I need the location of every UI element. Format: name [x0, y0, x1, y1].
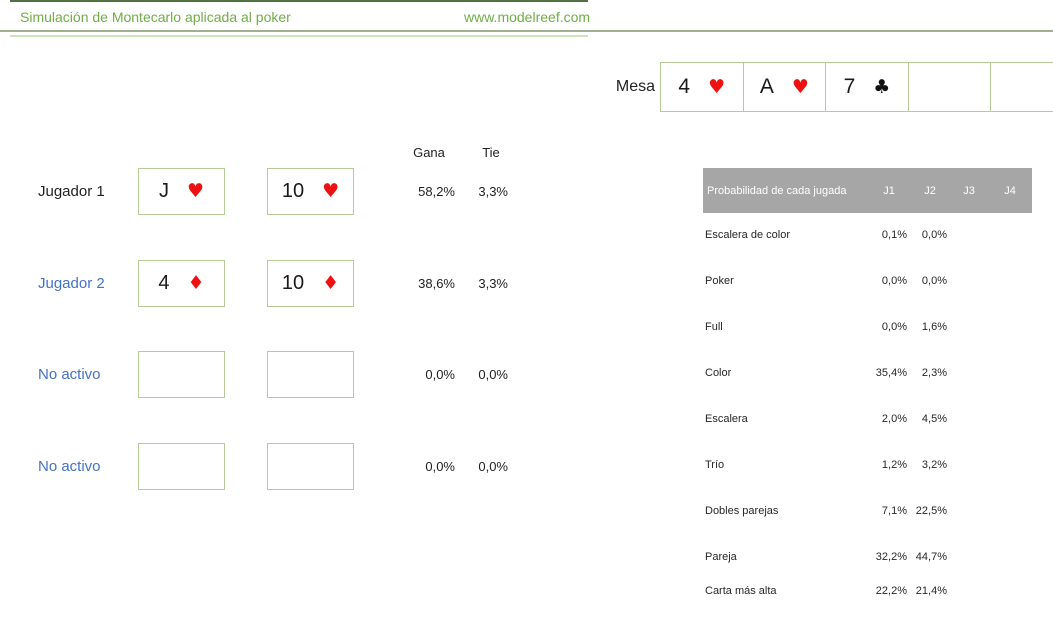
tie-column-header: Tie: [482, 145, 500, 160]
player-card-box[interactable]: [138, 443, 225, 490]
j1-value: 0,1%: [881, 229, 907, 241]
player-card-box[interactable]: [267, 443, 354, 490]
gana-column-header: Gana: [413, 145, 445, 160]
player-card-box[interactable]: [267, 351, 354, 398]
card-rank: 10: [281, 180, 305, 202]
club-suit-icon: ♣: [873, 75, 891, 98]
j1-value: 0,0%: [881, 275, 907, 287]
heart-suit-icon: ♥: [708, 75, 726, 98]
j1-value: 1,2%: [881, 459, 907, 471]
win-value: 0,0%: [425, 459, 455, 474]
j2-value: 0,0%: [921, 229, 947, 241]
mesa-label: Mesa: [615, 78, 655, 95]
mesa-card-cell-4[interactable]: [909, 63, 992, 111]
site-url[interactable]: www.modelreef.com: [464, 9, 591, 25]
column-header-j2: J2: [924, 184, 936, 197]
j1-value: 22,2%: [875, 585, 907, 597]
card-rank: 4: [158, 272, 170, 294]
j1-value: 0,0%: [881, 321, 907, 333]
j2-value: 3,2%: [921, 459, 947, 471]
j1-value: 7,1%: [881, 505, 907, 517]
tie-value: 3,3%: [478, 184, 508, 199]
probability-row: [703, 367, 1032, 383]
probability-row: [703, 459, 1032, 475]
card-rank: 4: [678, 75, 691, 98]
hand-label: Pareja: [705, 551, 737, 563]
probability-row: [703, 551, 1032, 567]
heart-suit-icon: ♥: [186, 180, 205, 202]
hand-label: Full: [705, 321, 723, 333]
j2-value: 44,7%: [915, 551, 947, 563]
mesa-card-cell-5[interactable]: [991, 63, 1053, 111]
mesa-card-grid: [660, 62, 1053, 112]
card-rank: 10: [281, 272, 305, 294]
header-top-rule: [10, 0, 588, 2]
mesa-card-cell-1[interactable]: [661, 63, 744, 111]
hand-label: Carta más alta: [705, 585, 777, 597]
tie-value: 0,0%: [478, 459, 508, 474]
mesa-card-cell-3[interactable]: [826, 63, 909, 111]
probability-row: [703, 229, 1032, 245]
heart-suit-icon: ♥: [322, 180, 340, 202]
player-card-box[interactable]: [138, 168, 225, 215]
player-card-box[interactable]: [267, 260, 354, 307]
card-rank: A: [759, 75, 774, 98]
column-header-j1: J1: [883, 184, 895, 197]
player-name: No activo: [38, 366, 101, 383]
j1-value: 35,4%: [875, 367, 907, 379]
player-name: Jugador 2: [38, 275, 105, 292]
hand-label: Trío: [705, 459, 725, 471]
card-rank: J: [158, 180, 169, 202]
column-header-j3: J3: [963, 184, 975, 197]
hand-label: Escalera: [705, 413, 748, 425]
player-card-box[interactable]: [138, 260, 225, 307]
player-card-box[interactable]: [138, 351, 225, 398]
player-card-box[interactable]: [267, 168, 354, 215]
j2-value: 0,0%: [921, 275, 947, 287]
win-value: 0,0%: [425, 367, 455, 382]
probability-row: [703, 413, 1032, 429]
j2-value: 4,5%: [921, 413, 947, 425]
j1-value: 32,2%: [875, 551, 907, 563]
j2-value: 21,4%: [915, 585, 947, 597]
heart-suit-icon: ♥: [791, 75, 809, 98]
probability-table-header: [703, 168, 1032, 213]
player-name: No activo: [38, 458, 101, 475]
tie-value: 3,3%: [478, 276, 508, 291]
column-header-j4: J4: [1004, 184, 1016, 197]
hand-label: Poker: [705, 275, 734, 287]
diamond-suit-icon: ♦: [322, 272, 340, 294]
diamond-suit-icon: ♦: [187, 272, 205, 294]
player-name: Jugador 1: [38, 183, 105, 200]
j2-value: 2,3%: [921, 367, 947, 379]
header-rule: [0, 30, 1053, 32]
header-accent-rule: [10, 35, 588, 37]
tie-value: 0,0%: [478, 367, 508, 382]
hand-label: Escalera de color: [705, 229, 790, 241]
probability-row: [703, 505, 1032, 521]
hand-label: Dobles parejas: [705, 505, 779, 517]
page-title: Simulación de Montecarlo aplicada al poker: [20, 9, 291, 25]
probability-row: [703, 321, 1032, 337]
probability-table-title: Probabilidad de cada jugada: [707, 184, 847, 197]
hand-label: Color: [705, 367, 732, 379]
j2-value: 22,5%: [915, 505, 947, 517]
card-rank: 7: [843, 75, 856, 98]
win-value: 38,6%: [418, 276, 455, 291]
j2-value: 1,6%: [921, 321, 947, 333]
probability-row: [703, 275, 1032, 291]
probability-row: [703, 585, 1032, 601]
win-value: 58,2%: [418, 184, 455, 199]
j1-value: 2,0%: [881, 413, 907, 425]
mesa-card-cell-2[interactable]: [744, 63, 827, 111]
